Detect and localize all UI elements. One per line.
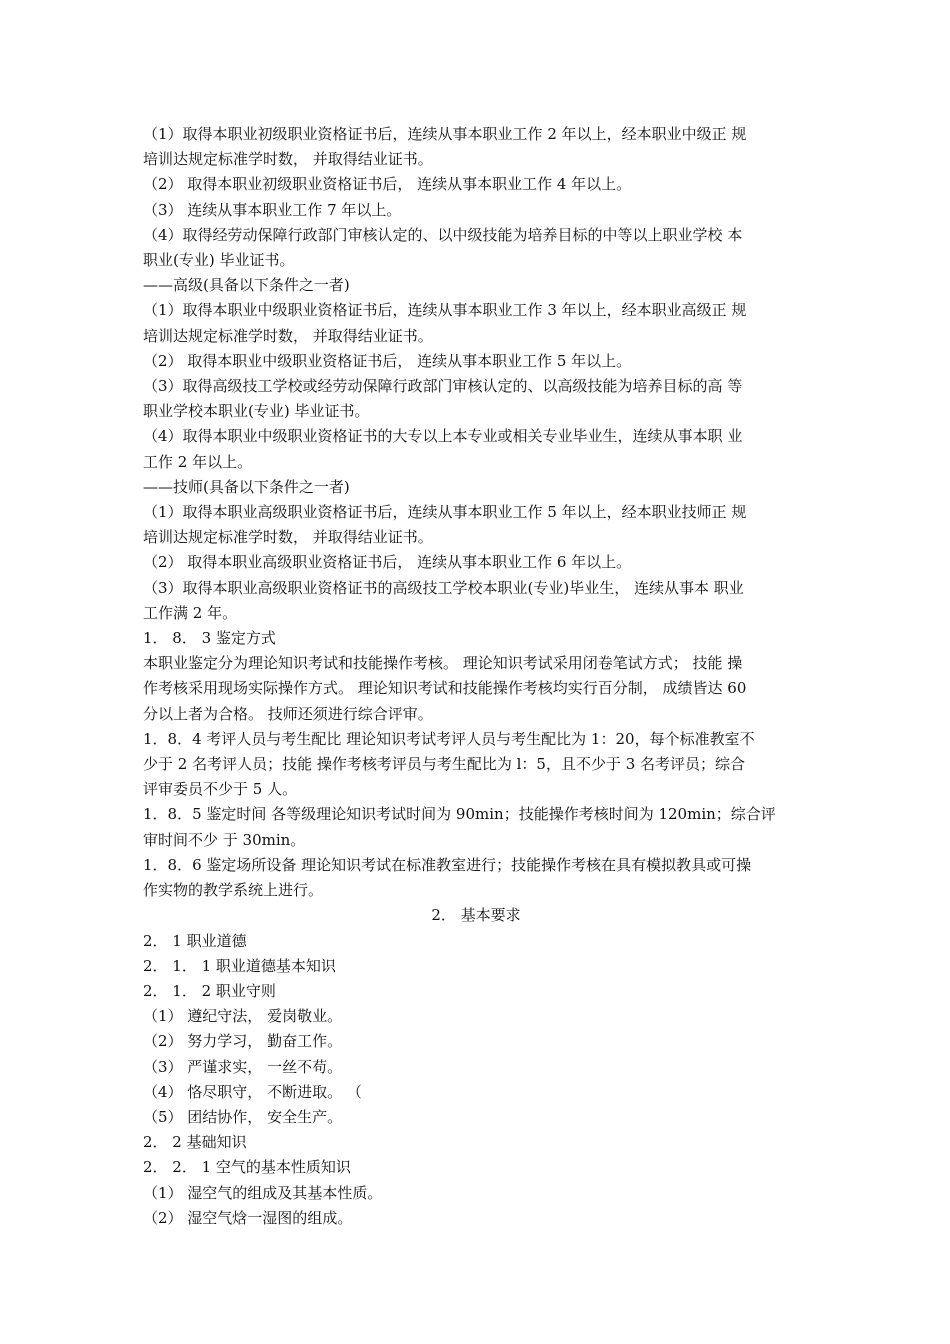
section-heading: ——高级(具备以下条件之一者) (143, 276, 350, 295)
text-line: （2） 取得本职业初级职业资格证书后， 连续从事本职业工作 4 年以上。 (143, 175, 632, 194)
text-line: 工作满 2 年。 (143, 603, 238, 622)
text-line: 培训达规定标准学时数， 并取得结业证书。 (143, 150, 433, 169)
text-line: （4）取得经劳动保障行政部门审核认定的、以中级技能为培养目标的中等以上职业学校 本 (143, 225, 743, 244)
text-line: （2） 取得本职业高级职业资格证书后， 连续从事本职业工作 6 年以上。 (143, 553, 632, 572)
section-heading: 2． 1． 2 职业守则 (143, 981, 276, 1000)
text-line: 少于 2 名考评人员；技能 操作考核考评员与考生配比为 l：5，且不少于 3 名考评员；综合 (143, 755, 746, 774)
text-line: 作实物的教学系统上进行。 (143, 881, 324, 900)
text-line: （3） 连续从事本职业工作 7 年以上。 (143, 200, 402, 219)
text-line: （4）取得本职业中级职业资格证书的大专以上本专业或相关专业毕业生，连续从事本职 业 (143, 427, 743, 446)
text-line: 培训达规定标准学时数， 并取得结业证书。 (143, 528, 433, 547)
text-line: 本职业鉴定分为理论知识考试和技能操作考核。 理论知识考试采用闭卷笔试方式； 技能 操 (143, 654, 743, 673)
text-line: （3）取得本职业高级职业资格证书的高级技工学校本职业(专业)毕业生， 连续从事本 职业 (143, 578, 744, 597)
text-line: 工作 2 年以上。 (143, 452, 253, 471)
text-line: 职业学校本职业(专业) 毕业证书。 (143, 402, 370, 421)
section-heading: 2． 2． 1 空气的基本性质知识 (143, 1158, 351, 1177)
text-line: （1）取得本职业初级职业资格证书后，连续从事本职业工作 2 年以上，经本职业中级正 规 (143, 125, 747, 143)
list-item: （1） 遵纪守法， 爱岗敬业。 (143, 1007, 343, 1026)
document-body (143, 122, 809, 1231)
text-line: 评审委员不少于 5 人。 (143, 780, 298, 799)
chapter-heading: 2． 基本要求 (431, 906, 521, 925)
text-line: 1．8．5 鉴定时间 各等级理论知识考试时间为 90min；技能操作考核时间为 120min；综合评 (143, 805, 776, 824)
text-line: 作考核采用现场实际操作方式。 理论知识考试和技能操作考核均实行百分制， 成绩皆达 60 (143, 679, 747, 698)
section-heading: 2． 1． 1 职业道德基本知识 (143, 956, 336, 975)
list-item: （3） 严谨求实， 一丝不苟。 (143, 1057, 343, 1076)
list-item: （1） 湿空气的组成及其基本性质。 (143, 1183, 383, 1202)
text-line: （3）取得高级技工学校或经劳动保障行政部门审核认定的、以高级技能为培养目标的高 等 (143, 377, 743, 396)
list-item: （5） 团结协作， 安全生产。 (143, 1107, 343, 1126)
text-line: （1）取得本职业高级职业资格证书后，连续从事本职业工作 5 年以上，经本职业技师正 规 (143, 503, 747, 522)
text-line: 1．8．6 鉴定场所设备 理论知识考试在标准教室进行；技能操作考核在具有模拟教具或可操 (143, 855, 752, 874)
text-line: 培训达规定标准学时数， 并取得结业证书。 (143, 326, 433, 345)
text-line: （2） 取得本职业中级职业资格证书后， 连续从事本职业工作 5 年以上。 (143, 351, 632, 370)
section-heading: 2． 2 基础知识 (143, 1133, 247, 1152)
section-heading: 2． 1 职业道德 (143, 931, 247, 950)
section-heading: 1． 8． 3 鉴定方式 (143, 629, 276, 648)
list-item: （2） 努力学习， 勤奋工作。 (143, 1032, 343, 1051)
list-item: （2） 湿空气焓一湿图的组成。 (143, 1208, 353, 1227)
text-line: 职业(专业) 毕业证书。 (143, 251, 295, 270)
text-line: 1．8．4 考评人员与考生配比 理论知识考试考评人员与考生配比为 1：20，每个标准教室不 (143, 729, 755, 748)
text-line: （1）取得本职业中级职业资格证书后，连续从事本职业工作 3 年以上，经本职业高级正 规 (143, 301, 747, 320)
section-heading: ——技师(具备以下条件之一者) (143, 477, 350, 496)
list-item: （4） 恪尽职守， 不断进取。 （ (143, 1082, 362, 1101)
text-line: 分以上者为合格。 技师还须进行综合评审。 (143, 704, 433, 723)
text-line: 审时间不少 于 30min。 (143, 830, 306, 849)
